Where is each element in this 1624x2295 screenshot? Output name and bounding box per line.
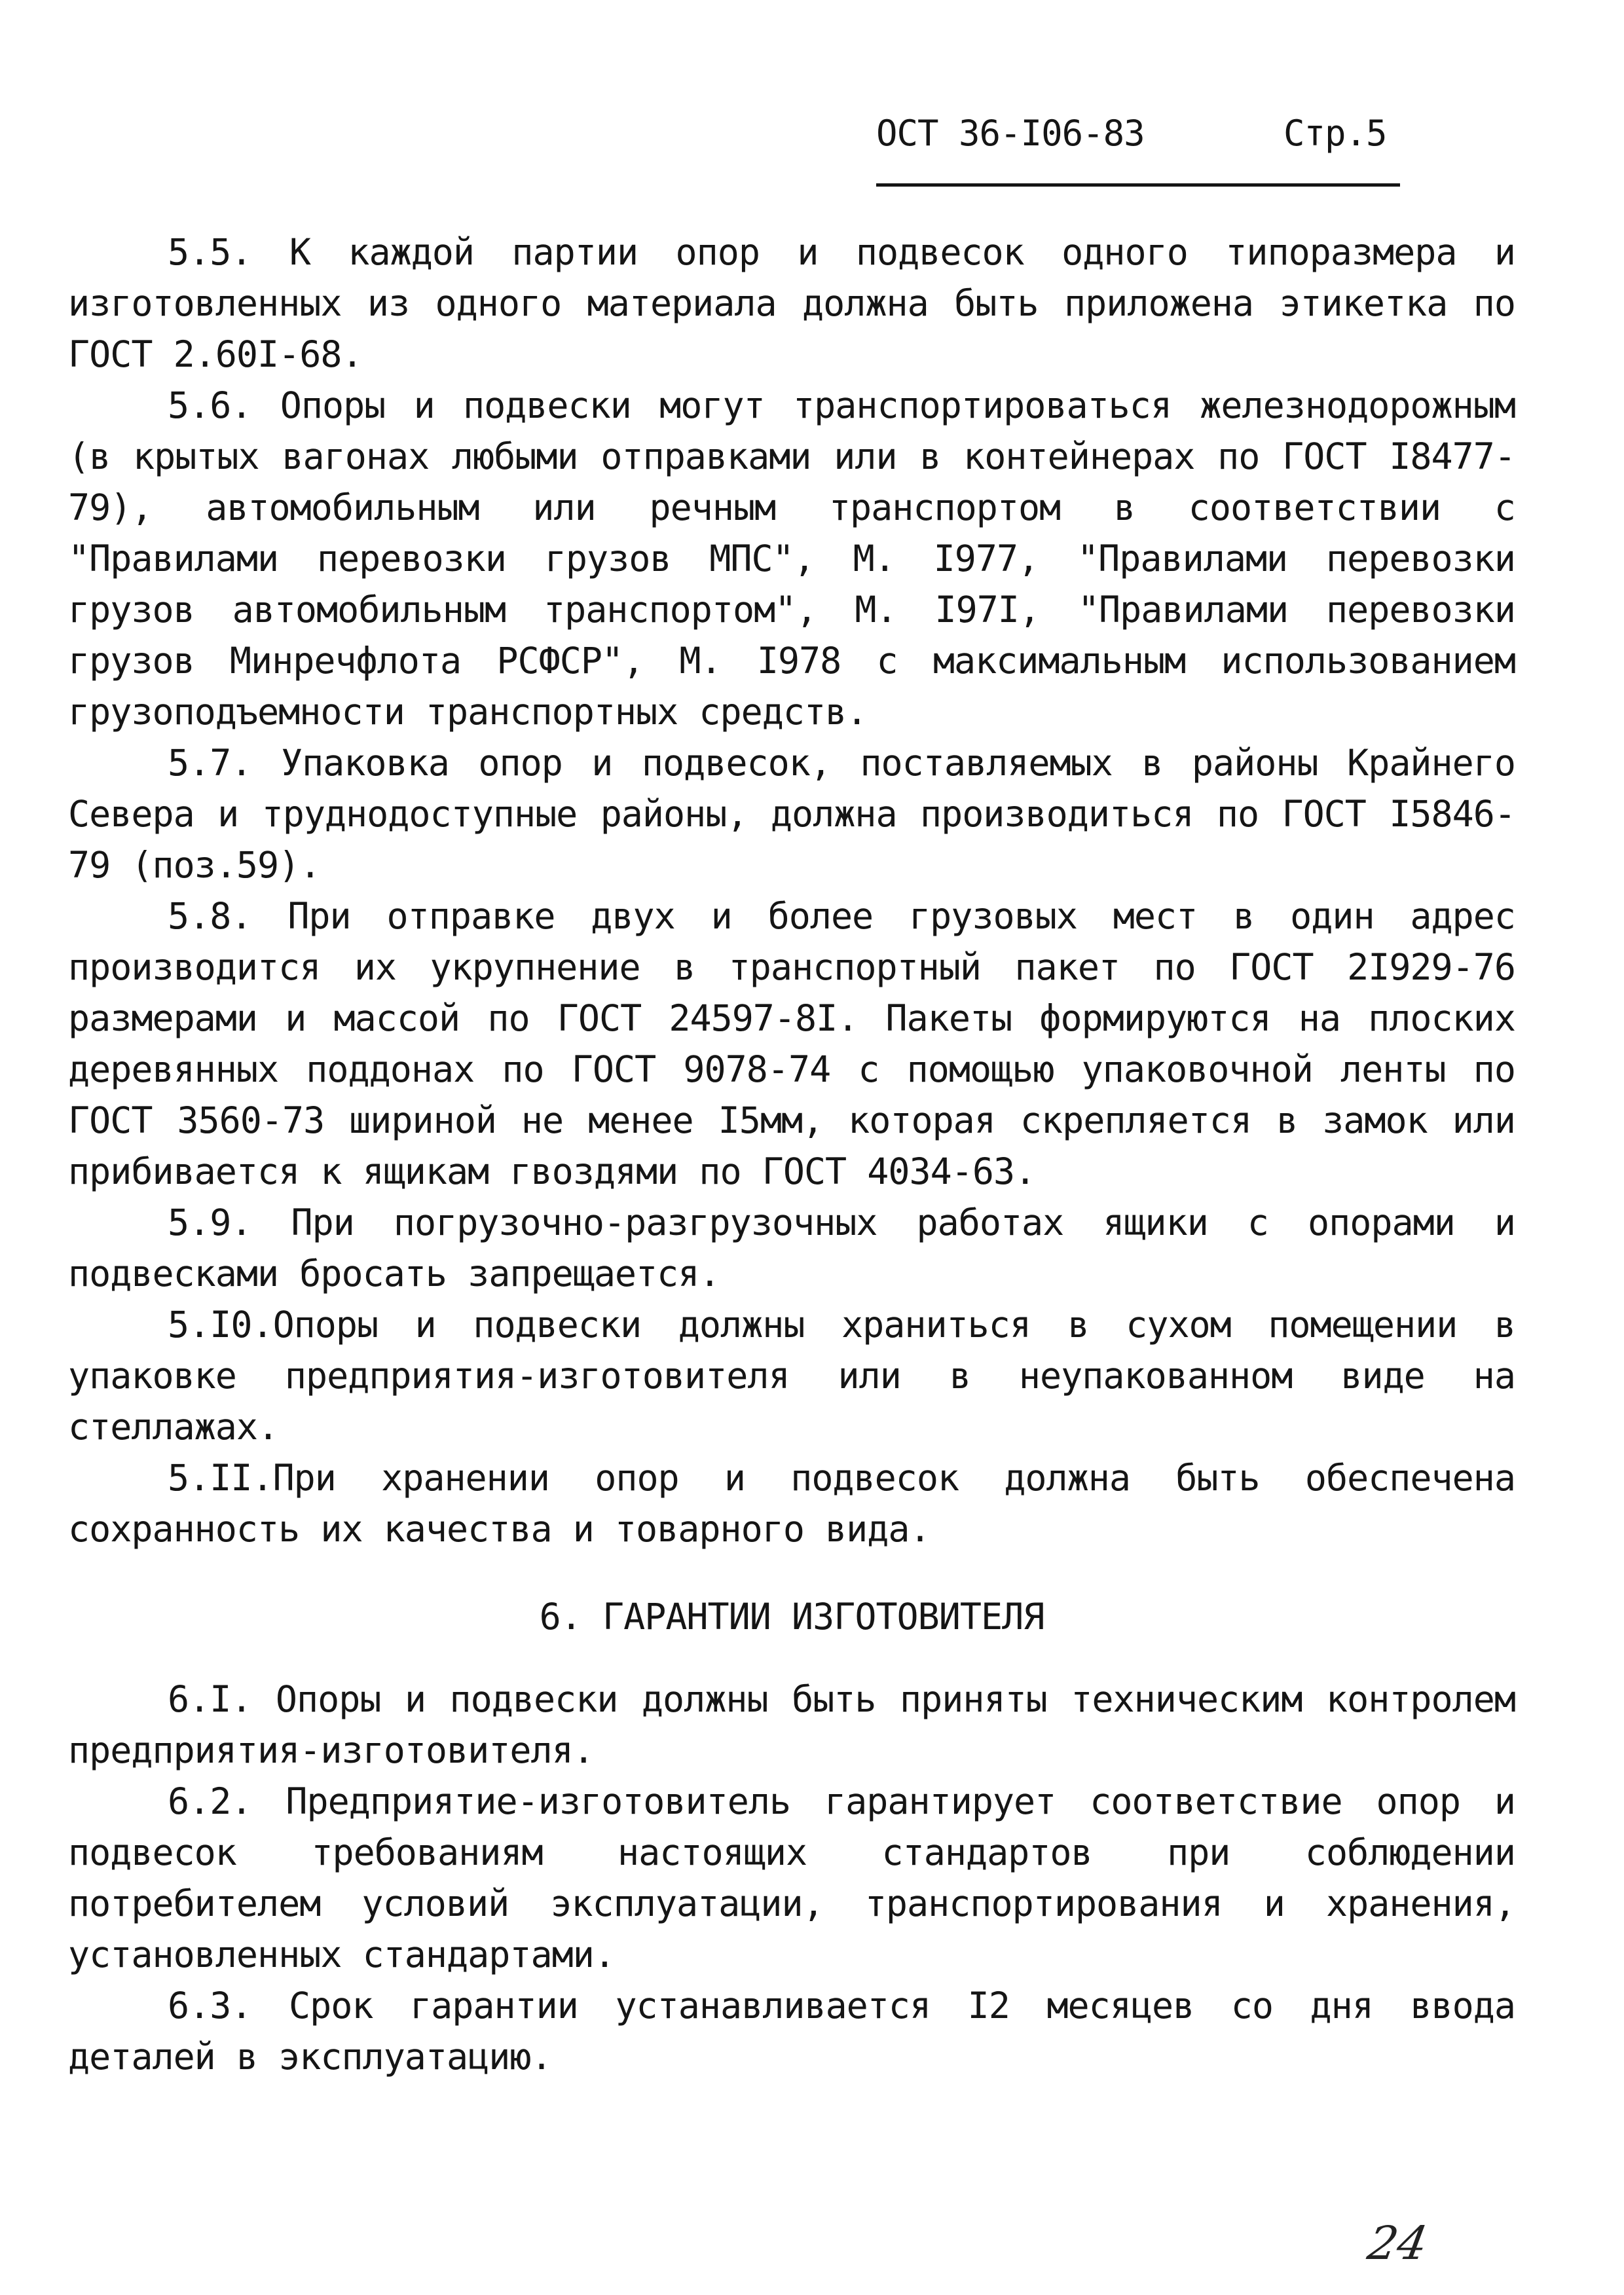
document-code: ОСТ 36-I06-83 [876, 113, 1145, 154]
paragraph-5-9: 5.9. При погрузочно-разгрузочных работах ящики с опорами и подвесками бросать запрещается. [68, 1202, 1515, 1294]
page-number-label: Стр.5 [1283, 113, 1387, 154]
paragraph-5-8: 5.8. При отправке двух и более грузовых мест в один адрес производится их укрупнение в транспортный пакет по ГОСТ 2I929-76 размерами и массой по ГОСТ 24597-8I. Пакеты формируются на плоских деревянных поддонах по ГОСТ 9078-74 с помощью упаковочной ленты по ГОСТ 3560-73 шириной не менее I5мм, которая скрепляется в замок или прибивается к ящикам гвоздями по ГОСТ 4034-63. [68, 895, 1515, 1192]
header-underline [876, 183, 1400, 187]
paragraph-6-1: 6.I. Опоры и подвески должны быть приняты техническим контролем предприятия-изготовителя. [68, 1678, 1515, 1771]
paragraph-5-7: 5.7. Упаковка опор и подвесок, поставляемых в районы Крайнего Севера и труднодоступные районы, должна производиться по ГОСТ I5846-79 (поз.59). [68, 742, 1515, 886]
section-heading-warranty: 6. ГАРАНТИИ ИЗГОТОВИТЕЛЯ [539, 1596, 1044, 1638]
paragraph-6-2: 6.2. Предприятие-изготовитель гарантирует соответствие опор и подвесок требованиям настоящих стандартов при соблюдении потребителем условий эксплуатации, транспортирования и хранения, установленных стандартами. [68, 1780, 1515, 1975]
paragraph-5-6: 5.6. Опоры и подвески могут транспортироваться железнодорожным (в крытых вагонах любыми отправками или в контейнерах по ГОСТ I8477-79), автомобильным или речным транспортом в соответствии с "Правилами перевозки грузов МПС", М. I977, "Правилами перевозки грузов автомобильным транспортом", М. I97I, "Правилами перевозки грузов Минречфлота РСФСР", М. I978 с максимальным использованием грузоподъемности транспортных средств. [68, 384, 1515, 733]
document-body [68, 227, 1515, 2082]
page-header [876, 113, 1400, 185]
handwritten-sheet-number: 24 [1363, 2216, 1432, 2270]
paragraph-6-3: 6.3. Срок гарантии устанавливается I2 месяцев со дня ввода деталей в эксплуатацию. [68, 1985, 1515, 2078]
paragraph-5-10: 5.I0.Опоры и подвески должны храниться в сухом помещении в упаковке предприятия-изготовителя или в неупакованном виде на стеллажах. [68, 1304, 1515, 1448]
paragraph-5-11: 5.II.При хранении опор и подвесок должна быть обеспечена сохранность их качества и товарного вида. [68, 1457, 1515, 1550]
paragraph-5-5: 5.5. К каждой партии опор и подвесок одного типоразмера и изготовленных из одного материала должна быть приложена этикетка по ГОСТ 2.60I-68. [68, 231, 1515, 375]
